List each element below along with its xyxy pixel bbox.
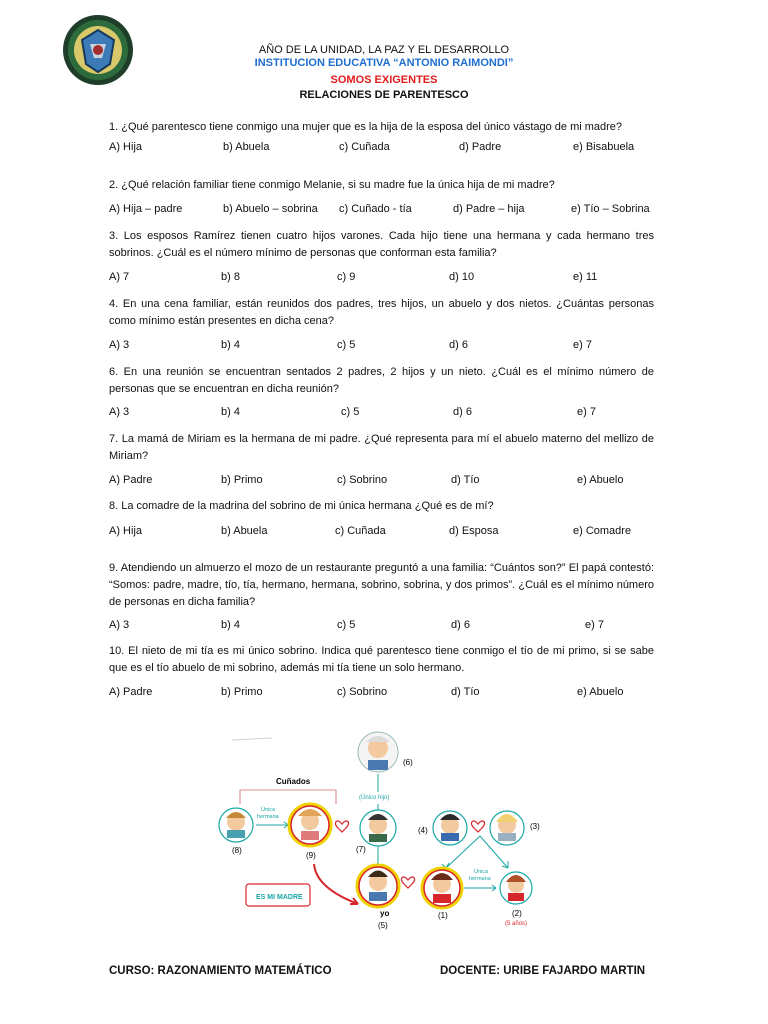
- option-b: b) Primo: [221, 474, 263, 486]
- option-b: b) Primo: [221, 686, 263, 698]
- label-1: (1): [438, 911, 448, 920]
- option-e: e) Tío – Sobrina: [571, 203, 650, 215]
- label-8: (8): [232, 846, 242, 855]
- school-name: INSTITUCION EDUCATIVA “ANTONIO RAIMONDI”: [254, 57, 514, 69]
- person-5-yo: [357, 865, 399, 907]
- option-d: d) Tío: [451, 686, 480, 698]
- option-e: e) Abuelo: [577, 686, 624, 698]
- question-2-options: [109, 203, 669, 219]
- cunados-label: Cuñados: [276, 777, 311, 786]
- option-a: A) 3: [109, 406, 130, 418]
- label-6: (6): [403, 758, 413, 767]
- option-c: c) Cuñada: [335, 525, 386, 537]
- label-7: (7): [356, 845, 366, 854]
- question-3: 3. Los esposos Ramírez tienen cuatro hijos varones. Cada hijo tiene una hermana y cada hermano tres sobrinos. ¿Cuál es el número mínimo de personas que conforman esta familia?: [109, 230, 654, 259]
- option-d: d) Padre: [459, 141, 502, 153]
- option-c: c) 5: [341, 406, 360, 418]
- person-3: [490, 811, 524, 845]
- person-4: [433, 811, 467, 845]
- option-c: c) 9: [337, 271, 356, 283]
- question-1-options: [109, 141, 669, 157]
- person-2: [500, 872, 532, 904]
- option-a: A) 7: [109, 271, 130, 283]
- option-d: d) Tío: [451, 474, 480, 486]
- option-b: b) 4: [221, 406, 240, 418]
- question-10: 10. El nieto de mi tía es mi único sobrino. Indica qué parentesco tiene conmigo el tío de mi primo, si se sabe que es el tío abuelo de mi sobrino, además mi tía tiene un solo hermano.: [109, 645, 654, 674]
- label-2: (2): [512, 909, 522, 918]
- unica-hermana-right-label: Única hermana: [469, 869, 491, 882]
- header-year-motto: AÑO DE LA UNIDAD, LA PAZ Y EL DESARROLLO: [258, 44, 510, 56]
- unica-hermana-left-label: Única hermana: [257, 807, 279, 820]
- person-8: [219, 808, 253, 842]
- option-e: e) 7: [585, 619, 604, 631]
- question-4-options: [109, 339, 669, 355]
- person-6-grandfather: [358, 732, 398, 772]
- option-d: d) 6: [449, 339, 468, 351]
- option-d: d) Esposa: [449, 525, 499, 537]
- label-3: (3): [530, 822, 540, 831]
- unico-hijo-label: (Único hijo): [359, 795, 390, 801]
- es-mi-madre-label: ES MI MADRE: [256, 894, 303, 901]
- option-a: A) 3: [109, 619, 130, 631]
- option-e: e) 11: [573, 271, 598, 283]
- person-7-father: [360, 810, 396, 846]
- person-9-mother: [289, 804, 331, 846]
- option-c: c) 5: [337, 339, 356, 351]
- option-c: c) Cuñada: [339, 141, 390, 153]
- option-e: e) 7: [573, 339, 592, 351]
- yo-label: yo: [380, 909, 390, 918]
- question-7: 7. La mamá de Miriam es la hermana de mi padre. ¿Qué representa para mí el abuelo materno del mellizo de Miriam?: [109, 433, 654, 462]
- question-1: 1. ¿Qué parentesco tiene conmigo una mujer que es la hija de la esposa del único vástago de mi madre?: [109, 121, 623, 133]
- option-a: A) Hija – padre: [109, 203, 183, 215]
- family-tree-diagram: [212, 718, 552, 940]
- option-c: c) Cuñado - tía: [339, 203, 412, 215]
- question-4: 4. En una cena familiar, están reunidos dos padres, tres hijos, un abuelo y dos nietos. ¿Cuántas personas como mínimo están presentes en dicha cena?: [109, 298, 654, 327]
- worksheet-title: RELACIONES DE PARENTESCO: [299, 89, 469, 101]
- option-b: b) 4: [221, 619, 240, 631]
- option-e: e) 7: [577, 406, 596, 418]
- question-6-options: [109, 406, 669, 422]
- option-b: b) Abuelo – sobrina: [223, 203, 318, 215]
- question-7-options: [109, 474, 669, 490]
- option-c: c) 5: [337, 619, 356, 631]
- option-a: A) Hija: [109, 141, 143, 153]
- option-e: e) Bisabuela: [573, 141, 635, 153]
- option-d: d) Padre – hija: [453, 203, 525, 215]
- option-c: c) Sobrino: [337, 474, 388, 486]
- question-2: 2. ¿Qué relación familiar tiene conmigo Melanie, si su madre fue la única hija de mi madre?: [109, 179, 555, 191]
- option-d: d) 6: [451, 619, 470, 631]
- label-5: (5): [378, 921, 388, 930]
- option-b: b) Abuela: [221, 525, 268, 537]
- teacher-label: DOCENTE: URIBE FAJARDO MARTIN: [440, 965, 646, 977]
- question-10-options: [109, 686, 669, 702]
- question-3-options: [109, 271, 669, 287]
- option-d: d) 6: [453, 406, 472, 418]
- question-9: 9. Atendiendo un almuerzo el mozo de un restaurante preguntó a una familia: “Cuántos son?” El papá contestó: “Somos: padre, madre, tío, tía, hermano, hermana, sobrino, sobrina, y dos primos”. ¿Cuál es el mínimo número de personas en dicha familia?: [109, 562, 654, 608]
- option-b: b) Abuela: [223, 141, 270, 153]
- option-a: A) 3: [109, 339, 130, 351]
- person-1: [422, 868, 462, 908]
- five-anos-label: (5 años): [505, 921, 528, 927]
- question-9-options: [109, 619, 669, 635]
- option-e: e) Abuelo: [577, 474, 624, 486]
- question-8-options: [109, 525, 669, 541]
- question-6: 6. En una reunión se encuentran sentados 2 padres, 2 hijos y un nieto. ¿Cuál es el mínimo número de personas que se encuentran en dicha reunión?: [109, 366, 654, 395]
- school-motto: SOMOS EXIGENTES: [330, 74, 438, 86]
- label-9: (9): [306, 851, 316, 860]
- option-a: A) Hija: [109, 525, 143, 537]
- option-c: c) Sobrino: [337, 686, 388, 698]
- label-4: (4): [418, 826, 428, 835]
- question-8: 8. La comadre de la madrina del sobrino de mi única hermana ¿Qué es de mí?: [109, 500, 494, 512]
- option-b: b) 4: [221, 339, 240, 351]
- option-d: d) 10: [449, 271, 475, 283]
- option-a: A) Padre: [109, 686, 153, 698]
- option-b: b) 8: [221, 271, 240, 283]
- option-a: A) Padre: [109, 474, 153, 486]
- option-e: e) Comadre: [573, 525, 632, 537]
- course-label: CURSO: RAZONAMIENTO MATEMÁTICO: [109, 965, 332, 977]
